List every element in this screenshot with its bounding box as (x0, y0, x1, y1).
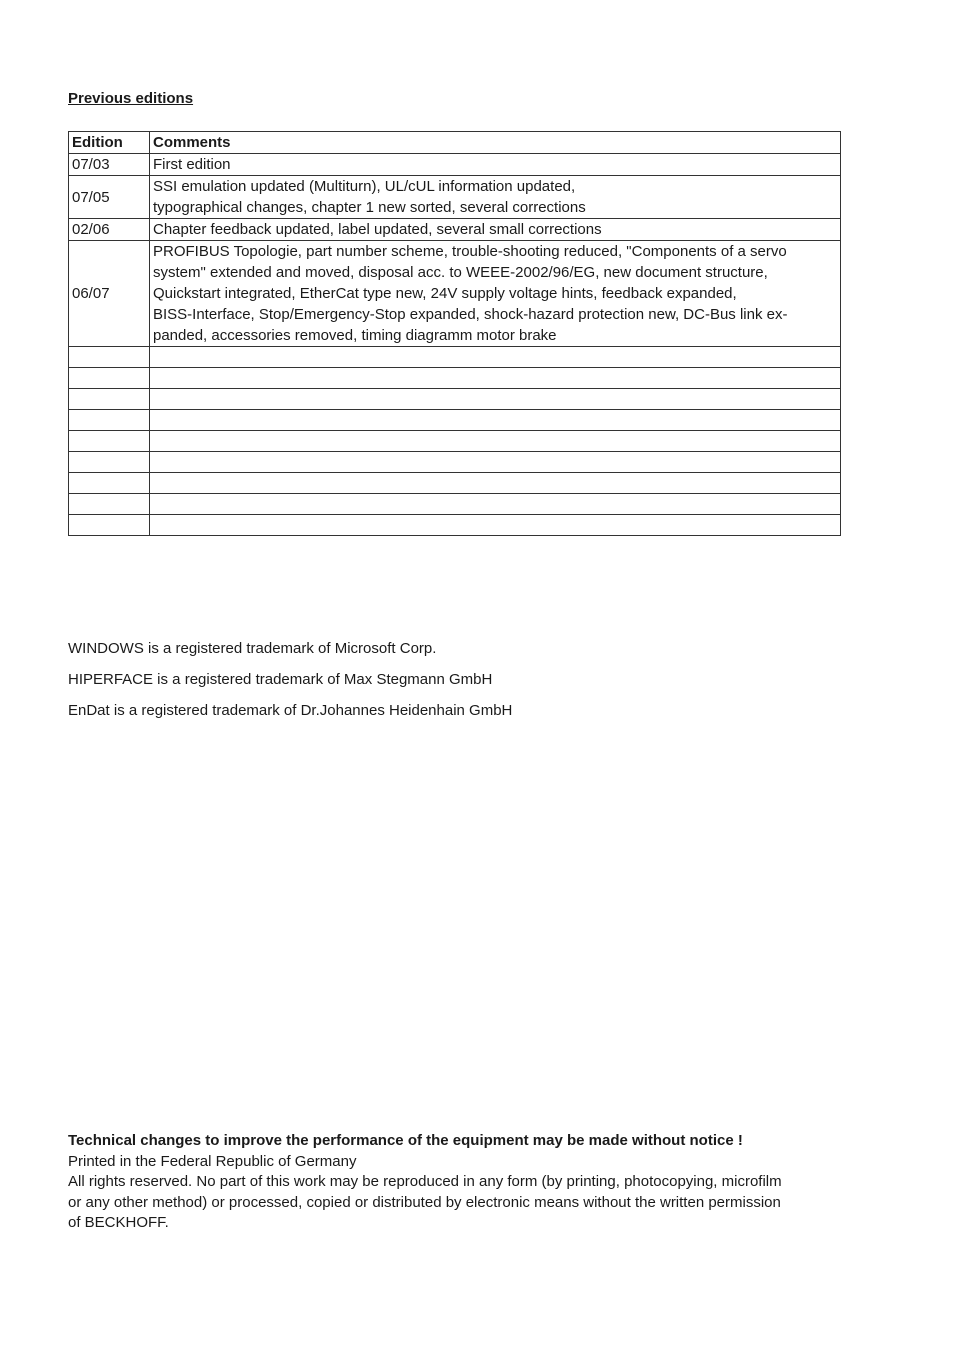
empty-cell (69, 515, 150, 536)
rights-line: or any other method) or processed, copied or distributed by electronic means without the written permission (68, 1193, 781, 1211)
comments-cell (150, 154, 841, 176)
empty-cell (69, 347, 150, 368)
comment-line: SSI emulation updated (Multiturn), UL/cUL information updated, (153, 178, 576, 195)
comment-line: First edition (153, 156, 231, 173)
trademark-hiperface: HIPERFACE is a registered trademark of Max Stegmann GmbH (68, 671, 493, 688)
empty-table-row (69, 452, 841, 473)
comment-line: typographical changes, chapter 1 new sorted, several corrections (153, 199, 586, 216)
table-row (69, 219, 841, 241)
legal-footer (68, 1131, 848, 1234)
editions-table (68, 131, 841, 536)
empty-cell (150, 347, 841, 368)
comments-cell (150, 176, 841, 219)
empty-cell (69, 452, 150, 473)
empty-table-row (69, 494, 841, 515)
trademark-endat: EnDat is a registered trademark of Dr.Johannes Heidenhain GmbH (68, 702, 513, 719)
rights-line: of BECKHOFF. (68, 1214, 169, 1231)
edition-cell: 07/05 (69, 176, 150, 219)
technical-changes-notice: Technical changes to improve the performance of the equipment may be made without notice ! (68, 1132, 743, 1149)
comment-line: BISS-Interface, Stop/Emergency-Stop expanded, shock-hazard protection new, DC-Bus link ex- (153, 306, 788, 323)
empty-cell (150, 368, 841, 389)
table-header-row (69, 132, 841, 154)
empty-cell (69, 431, 150, 452)
empty-table-row (69, 410, 841, 431)
printed-in-notice: Printed in the Federal Republic of Germany (68, 1152, 357, 1170)
empty-cell (150, 410, 841, 431)
empty-cell (150, 473, 841, 494)
empty-cell (69, 389, 150, 410)
comment-line: Chapter feedback updated, label updated, several small corrections (153, 221, 602, 238)
comments-cell (150, 241, 841, 347)
table-row (69, 154, 841, 176)
comment-line: PROFIBUS Topologie, part number scheme, trouble-shooting reduced, "Components of a servo (153, 243, 787, 260)
empty-cell (69, 368, 150, 389)
empty-cell (150, 389, 841, 410)
empty-table-row (69, 431, 841, 452)
empty-table-row (69, 368, 841, 389)
comment-line: system" extended and moved, disposal acc. to WEEE-2002/96/EG, new document structure, (153, 264, 768, 281)
section-heading: Previous editions (68, 90, 194, 107)
empty-cell (69, 473, 150, 494)
trademark-windows: WINDOWS is a registered trademark of Microsoft Corp. (68, 640, 437, 657)
empty-cell (150, 515, 841, 536)
column-header-comments: Comments (150, 132, 841, 154)
edition-cell: 06/07 (69, 241, 150, 347)
empty-table-row (69, 347, 841, 368)
empty-cell (150, 431, 841, 452)
empty-cell (150, 494, 841, 515)
table-row (69, 176, 841, 219)
rights-line: All rights reserved. No part of this work may be reproduced in any form (by printing, photocopying, microfilm (68, 1173, 782, 1190)
edition-cell: 07/03 (69, 154, 150, 176)
empty-cell (69, 410, 150, 431)
empty-cell (150, 452, 841, 473)
trademark-notices (68, 640, 512, 733)
empty-table-row (69, 389, 841, 410)
comment-line: Quickstart integrated, EtherCat type new, 24V supply voltage hints, feedback expanded, (153, 285, 737, 302)
empty-table-row (69, 473, 841, 494)
column-header-edition: Edition (69, 132, 150, 154)
empty-table-row (69, 515, 841, 536)
comment-line: panded, accessories removed, timing diagramm motor brake (153, 327, 557, 344)
comments-cell (150, 219, 841, 241)
table-row (69, 241, 841, 347)
edition-cell: 02/06 (69, 219, 150, 241)
empty-cell (69, 494, 150, 515)
